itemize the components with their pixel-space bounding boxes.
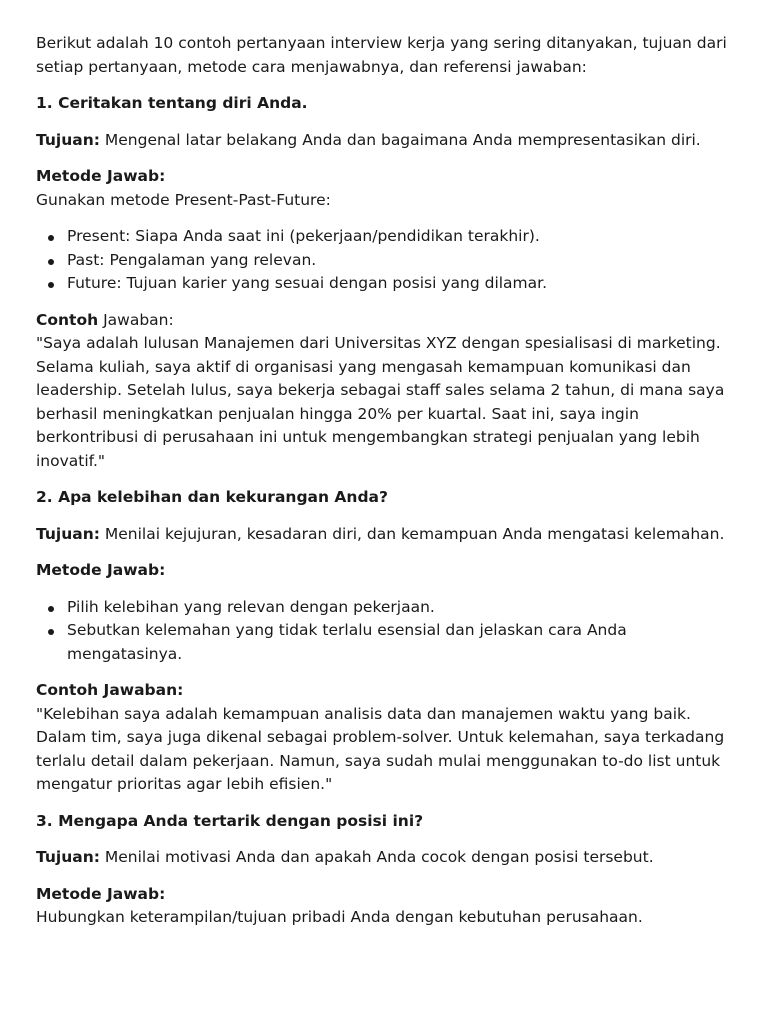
method-label: Metode Jawab: [36,884,166,903]
question-2-heading: 2. Apa kelebihan dan kekurangan Anda? [36,488,389,506]
question-3-section [36,810,736,930]
example-answer: "Kelebihan saya adalah kemampuan analisis data dan manajemen waktu yang baik. Dalam tim, saya juga dikenal sebagai problem-solver. Untuk kelemahan, saya terkadang terlalu detail dalam pekerjaan. Namun, saya sudah mulai menggunakan to-do list untuk mengatur prioritas agar lebih efisien." [36,704,725,793]
purpose-label: Tujuan: [36,848,100,866]
question-3-method [36,883,736,930]
example-label-rest: Jawaban: [98,310,174,329]
purpose-label: Tujuan: [36,130,100,149]
purpose-label: Tujuan: [36,524,100,543]
question-2-section [36,486,736,797]
question-1-purpose [36,129,736,153]
document-body [36,32,736,943]
question-1-method [36,165,736,212]
example-label: Contoh Jawaban: [36,681,184,699]
example-answer: "Saya adalah lulusan Manajemen dari Universitas XYZ dengan spesialisasi di marketing. Selama kuliah, saya aktif di organisasi yang mengasah kemampuan komunikasi dan leadership. Setelah lulus, saya bekerja sebagai staff sales selama 2 tahun, di mana saya berhasil meningkatkan penjualan hingga 20% per kuartal. Saat ini, saya ingin berkontribusi di perusahaan ini untuk mengembangkan strategi penjualan yang lebih inovatif." [36,334,725,470]
method-label: Metode Jawab: [36,561,166,579]
question-1-section [36,92,736,473]
question-2-purpose [36,523,736,547]
question-3-purpose [36,846,736,870]
list-item: Present: Siapa Anda saat ini (pekerjaan/pendidikan terakhir). [36,225,736,249]
purpose-text: Menilai motivasi Anda dan apakah Anda cocok dengan posisi tersebut. [99,848,654,866]
list-item: Pilih kelebihan yang relevan dengan pekerjaan. [36,596,736,620]
example-label-bold: Contoh [36,310,99,329]
question-1-bullet-list [36,225,736,296]
method-label: Metode Jawab: [36,167,166,185]
list-item: Future: Tujuan karier yang sesuai dengan posisi yang dilamar. [36,272,736,296]
list-item: Sebutkan kelemahan yang tidak terlalu esensial dan jelaskan cara Anda mengatasinya. [36,619,736,666]
intro-paragraph: Berikut adalah 10 contoh pertanyaan interview kerja yang sering ditanyakan, tujuan dari setiap pertanyaan, metode cara menjawabnya, dan referensi jawaban: [36,34,727,76]
question-3-heading: 3. Mengapa Anda tertarik dengan posisi ini? [36,811,424,830]
question-1-example [36,309,736,474]
method-text: Hubungkan keterampilan/tujuan pribadi Anda dengan kebutuhan perusahaan. [36,908,643,926]
list-item: Past: Pengalaman yang relevan. [36,249,736,273]
method-text: Gunakan metode Present-Past-Future: [36,190,331,209]
purpose-text: Menilai kejujuran, kesadaran diri, dan kemampuan Anda mengatasi kelemahan. [99,524,725,543]
example-label [36,309,736,333]
purpose-text: Mengenal latar belakang Anda dan bagaimana Anda mempresentasikan diri. [99,130,701,149]
question-1-heading: 1. Ceritakan tentang diri Anda. [36,94,308,112]
question-2-example [36,679,736,797]
question-2-method [36,559,736,583]
question-2-bullet-list [36,596,736,667]
